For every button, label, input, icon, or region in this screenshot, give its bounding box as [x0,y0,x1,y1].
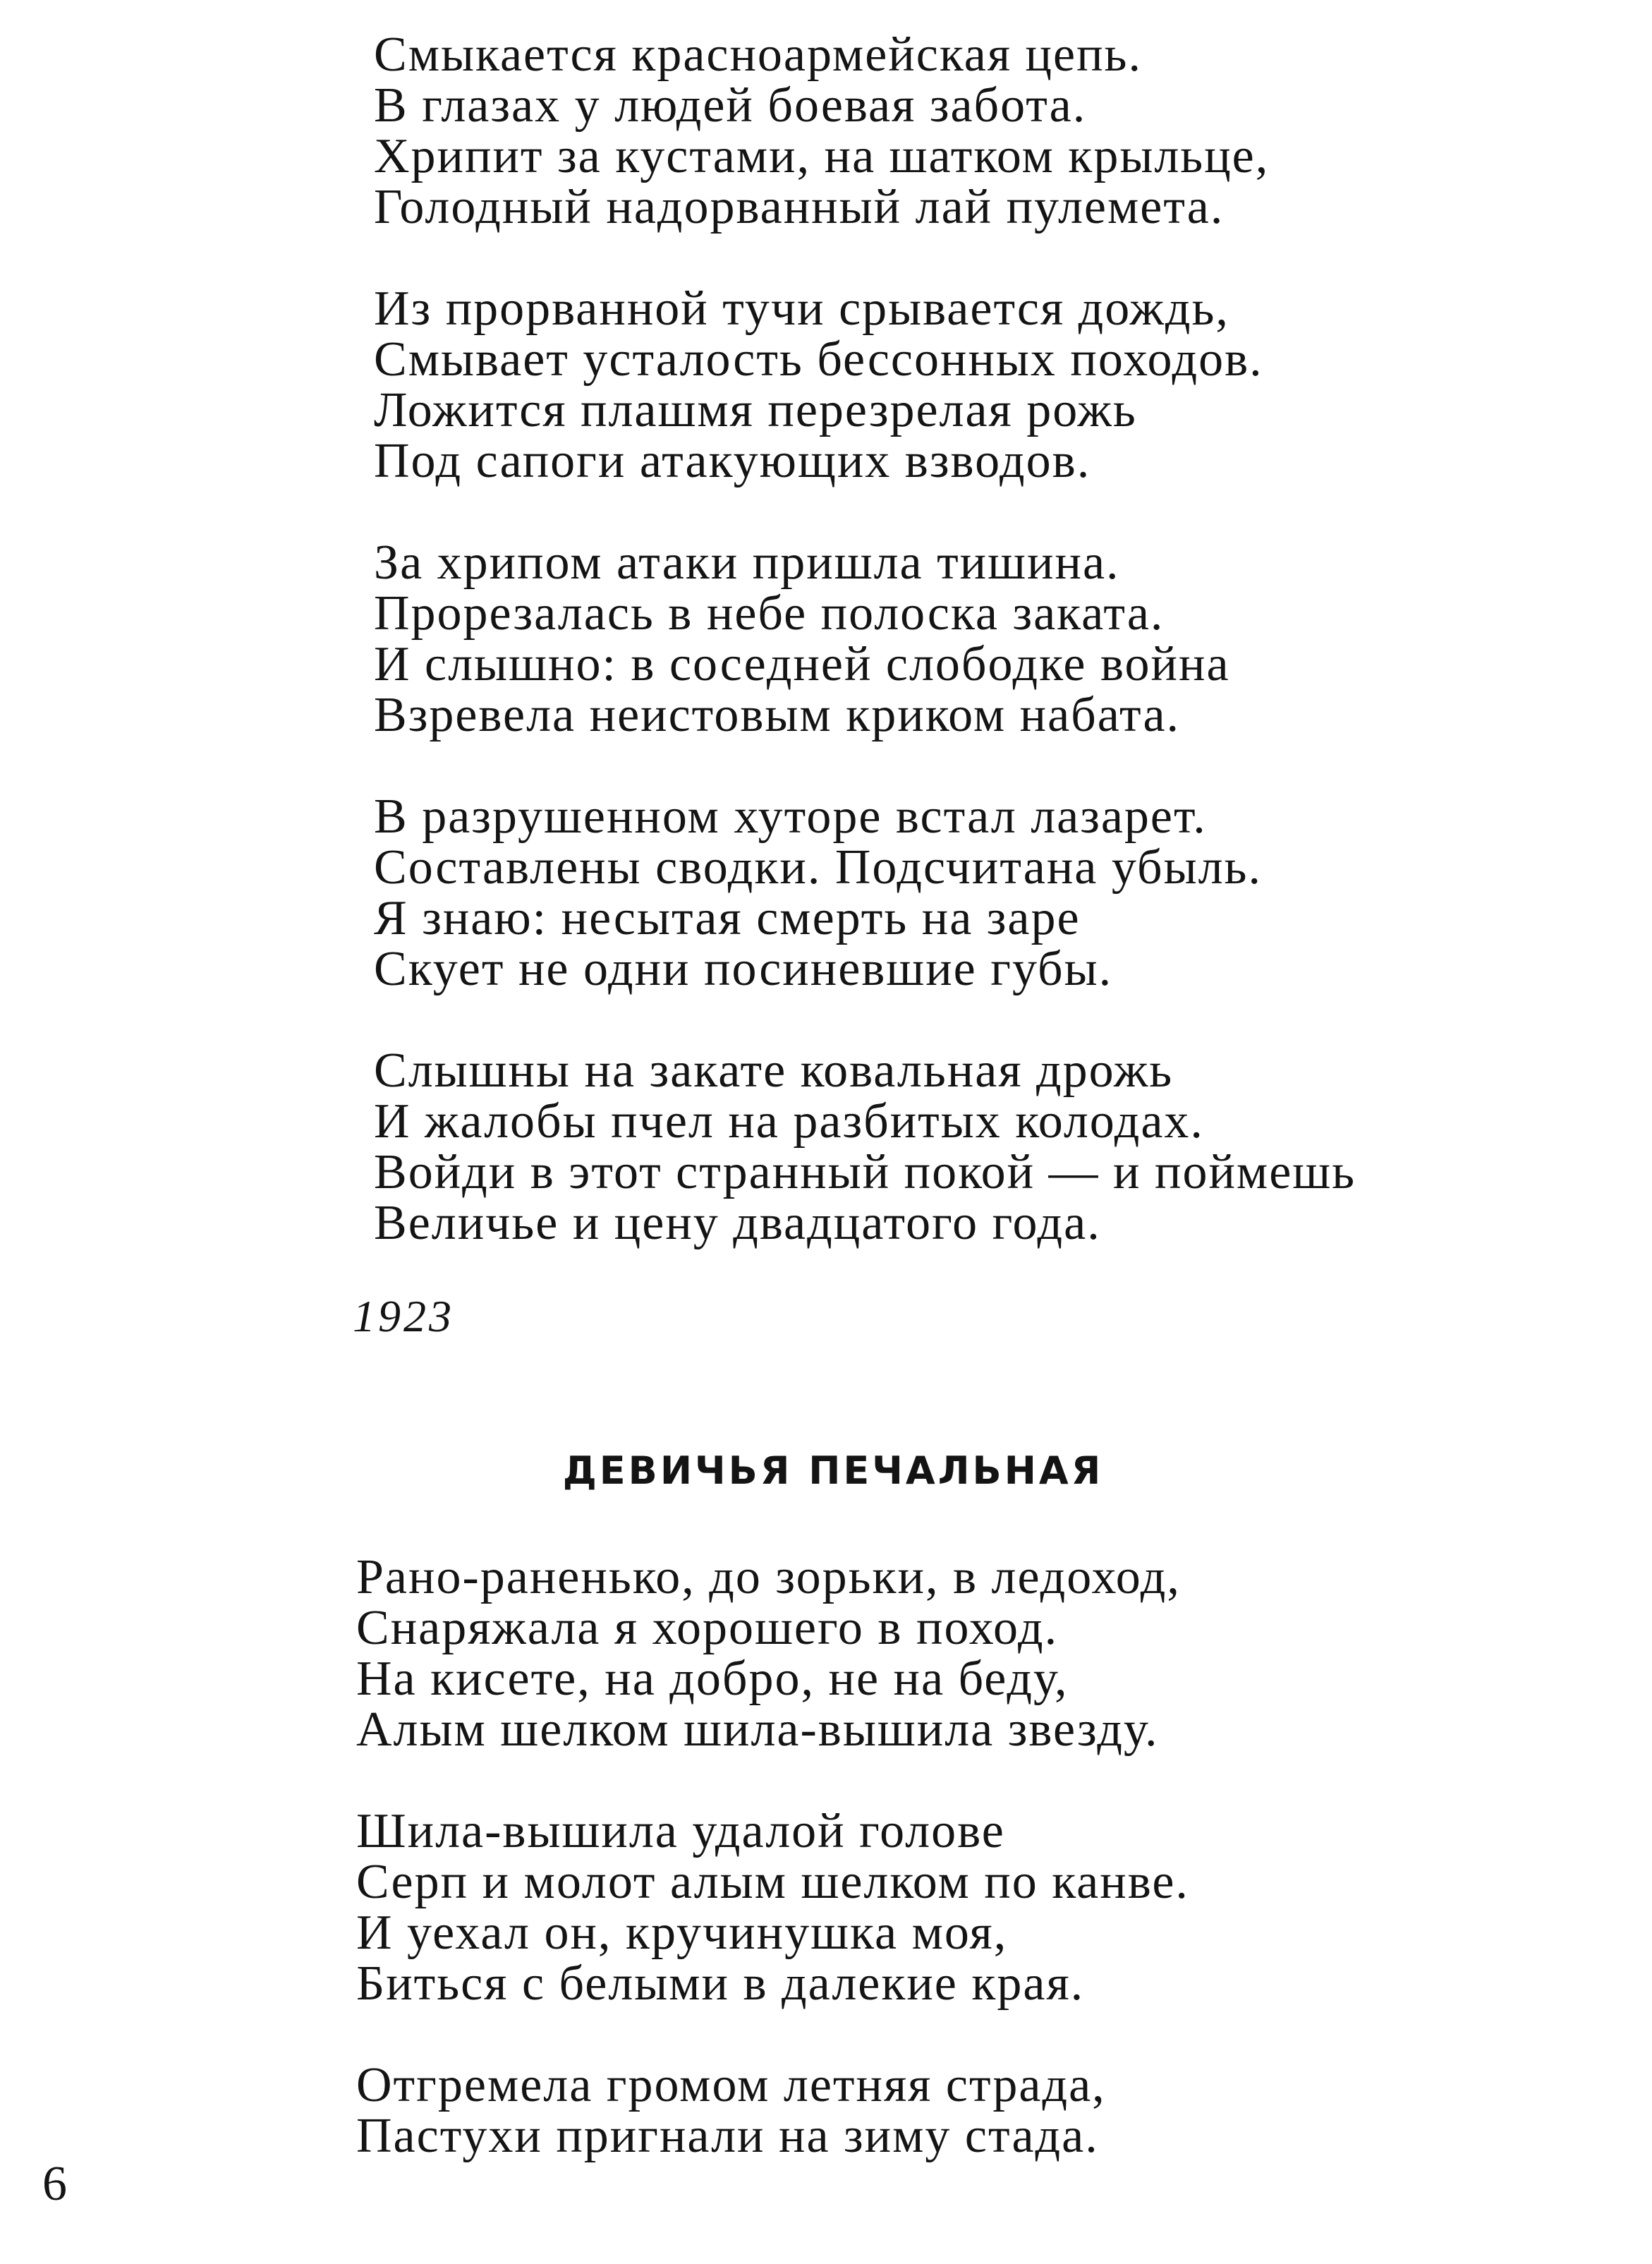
poem-1-date: 1923 [353,1291,454,1341]
verse-line: Слышны на закате ковальная дрожь [374,1043,1174,1098]
verse-line: Алым шелком шила-вышила звезду. [356,1702,1159,1757]
verse-line: Составлены сводки. Подсчитана убыль. [374,840,1262,895]
verse-line: Смывает усталость бессонных походов. [374,332,1263,387]
verse-line: Я знаю: несытая смерть на заре [374,891,1081,945]
verse-line: Ложится плашмя перезрелая рожь [374,383,1137,437]
poem-1-stanza-1 [374,30,1356,233]
poem-1-stanza-3 [374,535,1356,742]
verse-line: Рано-раненько, до зорьки, в ледоход, [356,1550,1181,1604]
verse-line: Хрипит за кустами, на шатком крыльце, [374,129,1270,183]
verse-line: На кисете, на добро, не на беду, [356,1652,1069,1706]
poem-1 [374,30,1356,1249]
verse-line: Величье и цену двадцатого года. [374,1196,1101,1250]
verse-line: Взревела неистовым криком набата. [374,688,1181,742]
verse-line: В разрушенном хуторе встал лазарет. [374,789,1207,844]
verse-line: Биться с белыми в далекие края. [356,1956,1085,2011]
verse-line: И жалобы пчел на разбитых колодах. [374,1094,1204,1149]
poem-1-stanza-2 [374,284,1356,487]
verse-line: Смыкается красноармейская цепь. [374,28,1142,82]
verse-line: Скует не одни посиневшие губы. [374,942,1113,996]
poem-2 [356,1552,1189,2162]
poem-2-stanza-1 [356,1552,1189,1755]
verse-line: Голодный надорванный лай пулемета. [374,180,1225,234]
poem-2-stanza-3 [356,2060,1189,2162]
poem-1-stanza-4 [374,789,1356,996]
verse-line: За хрипом атаки пришла тишина. [374,535,1120,590]
poem-2-title: ДЕВИЧЬЯ ПЕЧАЛЬНАЯ [562,1448,1104,1493]
verse-line: В глазах у людей боевая забота. [374,78,1087,133]
page-number: 6 [42,2157,67,2211]
verse-line: И слышно: в соседней слободке война [374,637,1230,691]
verse-line: Пастухи пригнали на зиму стада. [356,2109,1099,2163]
poem-1-stanza-5 [374,1043,1356,1250]
verse-line: Из прорванной тучи срывается дождь, [374,282,1229,336]
verse-line: Серп и молот алым шелком по канве. [356,1855,1189,1909]
verse-line: Под сапоги атакующих взводов. [374,434,1091,488]
verse-line: Отгремела громом летняя страда, [356,2058,1106,2112]
verse-line: Войди в этот странный покой — и поймешь [374,1145,1356,1199]
verse-line: Шила-вышила удалой голове [356,1804,1005,1858]
verse-line: Снаряжала я хорошего в поход. [356,1601,1059,1655]
verse-line: Прорезалась в небе полоска заката. [374,586,1165,641]
poem-2-stanza-2 [356,1806,1189,2009]
verse-line: И уехал он, кручинушка моя, [356,1906,1008,1960]
